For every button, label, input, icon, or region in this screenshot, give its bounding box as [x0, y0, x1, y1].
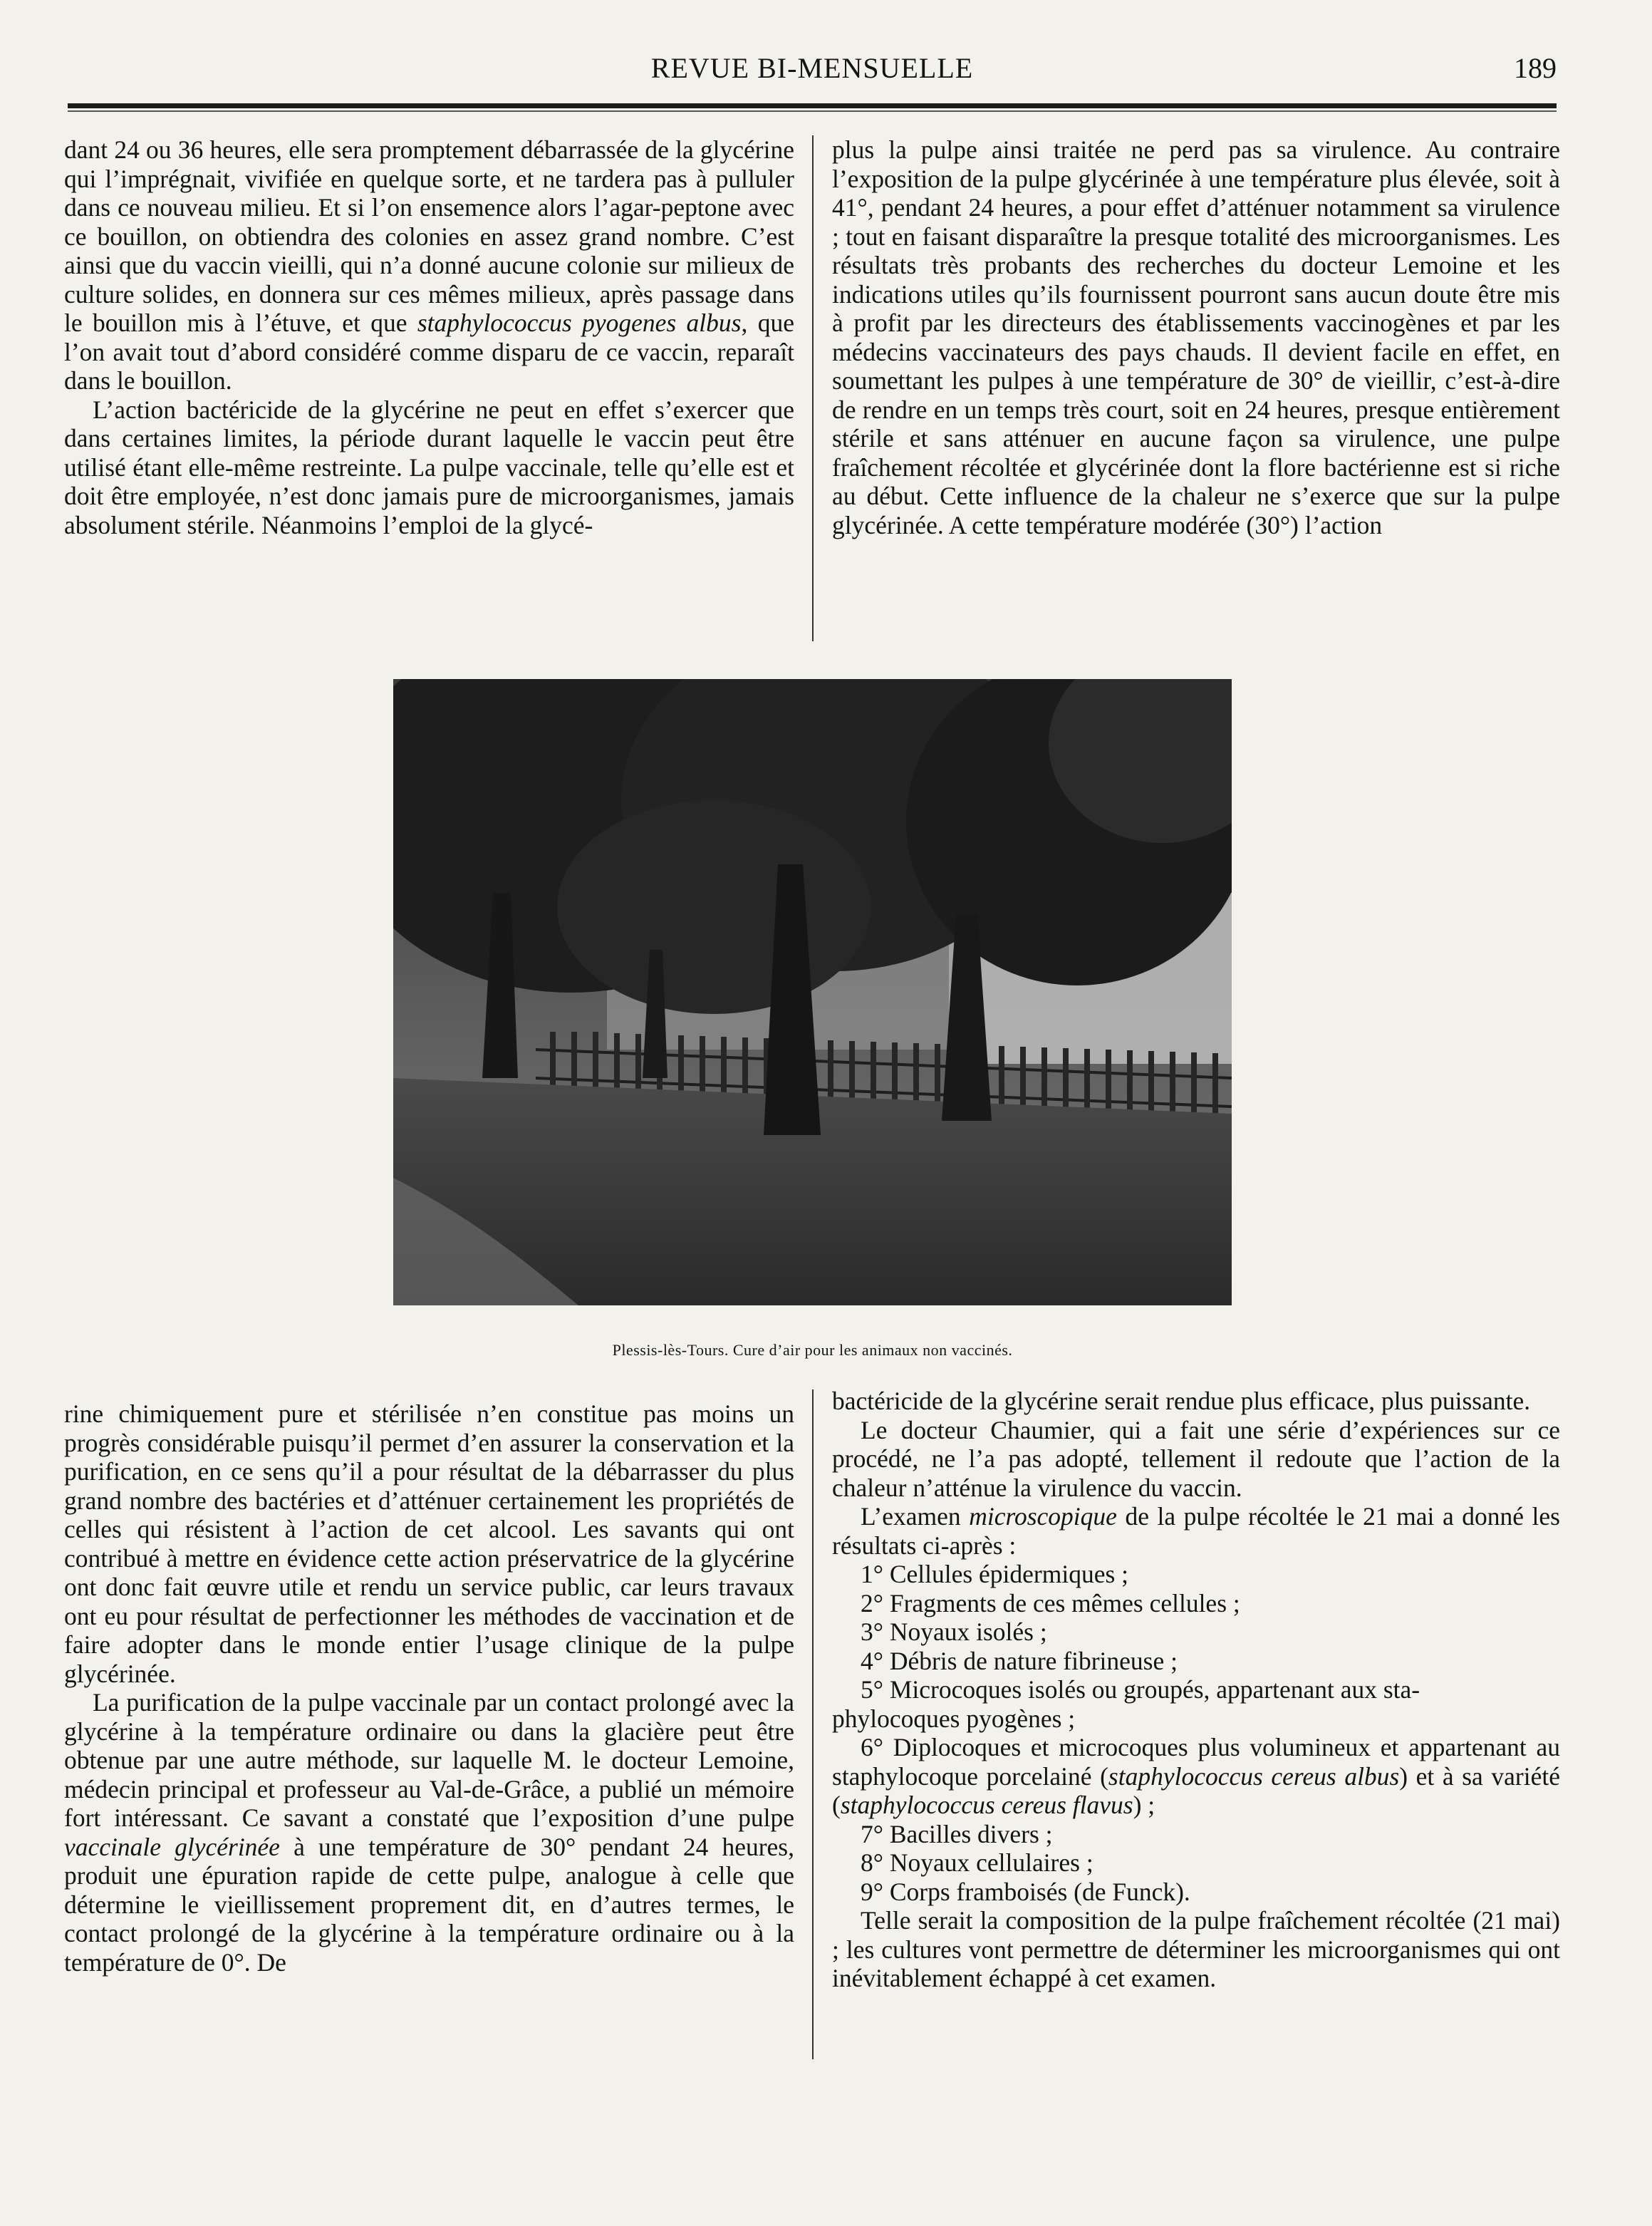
paragraph: Le docteur Chaumier, qui a fait une série d’expériences sur ce procédé, ne l’a pas adopté, tellement il redoute que l’action de la chaleur n’atténue la virulence du vaccin.	[832, 1415, 1560, 1502]
paragraph: plus la pulpe ainsi traitée ne perd pas sa virulence. Au contraire l’exposition de la pulpe glycérinée à une température plus élevée, soit à 41°, pendant 24 heures, a pour effet d’atténuer notamment sa virulence ; tout en faisant disparaître la presque totalité des microorganismes. Les résultats très probants des recherches du docteur Lemoine et les indications utiles qu’ils fournissent pourront sans aucun doute être mis à profit par les directeurs des établissements vaccinogènes et par les médecins vaccinateurs des pays chauds. Il devient facile en effet, en soumettant les pulpes à une température de 30° de vieillir, c’est-à-dire de rendre en un temps très court, soit en 24 heures, presque entièrement stérile et sans atténuer en aucune façon sa virulence, une pulpe fraîchement récoltée et glycérinée dont la flore bactérienne est si riche au début. Cette influence de la chaleur ne s’exerce que sur la pulpe glycérinée. A cette température modérée (30°) l’action	[832, 135, 1560, 539]
column-divider	[812, 135, 814, 641]
text-run: L’examen	[861, 1502, 970, 1531]
list-item: 9° Corps framboisés (de Funck).	[861, 1877, 1190, 1906]
photograph-plessis-les-tours	[393, 679, 1232, 1305]
text-run: 6° Diplocoques et microcoques plus volumineux et appartenant au staphylocoque porcelainé (	[832, 1733, 1560, 1791]
emphasis: vaccinale glycérinée	[64, 1832, 280, 1861]
running-header	[68, 51, 1557, 94]
emphasis: microscopique	[969, 1502, 1117, 1531]
top-right-column	[832, 135, 1560, 539]
list-item: 7° Bacilles divers ;	[861, 1819, 1053, 1848]
list-item: 4° Débris de nature fibrineuse ;	[861, 1646, 1178, 1675]
list-item: 2° Fragments de ces mêmes cellules ;	[861, 1588, 1240, 1617]
paragraph: bactéricide de la glycérine serait rendue plus efficace, plus puissante.	[832, 1387, 1531, 1415]
paragraph	[64, 135, 794, 395]
text-run: ) et à sa variété (	[832, 1761, 1560, 1819]
text-run: La purification de la pulpe vaccinale par un contact prolongé avec la glycérine à la température ordinaire ou dans la glacière peut être obtenue par une autre méthode, sur laquelle M. le docteur Lemoine, médecin principal et professeur au Val-de-Grâce, a publié un mémoire fort intéressant. Ce savant a constaté que l’exposition d’une pulpe	[64, 1688, 794, 1832]
list-item: 3° Noyaux isolés ;	[861, 1617, 1047, 1646]
list-item: 8° Noyaux cellulaires ;	[861, 1848, 1093, 1877]
journal-title: REVUE BI-MENSUELLE	[650, 52, 974, 84]
species-name: staphylococcus cereus flavus	[840, 1791, 1133, 1819]
page-number: 189	[1514, 52, 1557, 84]
list-item-continuation: phylocoques pyogènes ;	[832, 1704, 1076, 1733]
species-name: staphylococcus cereus albus	[1108, 1761, 1400, 1791]
photo-caption: Plessis-lès-Tours. Cure d’air pour les animaux non vaccinés.	[612, 1341, 1013, 1359]
paragraph: rine chimiquement pure et stérilisée n’en constitue pas moins un progrès considérable puisqu’il permet d’en assurer la conservation et la purification, en ce sens qu’il a pour résultat de la débarrasser du plus grand nombre des bactéries et d’atténuer certainement les propriétés de celles qui résistent à l’action de cet alcool. Les savants qui ont contribué à mettre en évidence cette action préservatrice de la glycérine ont donc fait œuvre utile et rendu un service public, car leurs travaux ont eu pour résultat de perfectionner les méthodes de vaccination et de faire adopter dans le monde entier l’usage clinique de la pulpe glycérinée.	[64, 1399, 794, 1688]
top-left-column	[64, 135, 794, 539]
paragraph: Telle serait la composition de la pulpe fraîchement récoltée (21 mai) ; les cultures vont permettre de déterminer les microorganismes qui ont inévitablement échappé à cet examen.	[832, 1906, 1560, 1992]
text-run: à une température de 30° pendant 24 heures, produit une épuration rapide de cette pulpe, analogue à celle que détermine le vieillissement proprement dit, en d’autres termes, le contact prolongé de la glycérine à la température ordinaire ou à la température de 0°. De	[64, 1832, 794, 1977]
column-divider	[812, 1389, 814, 2059]
text-run: ) ;	[1133, 1791, 1155, 1819]
bottom-right-column	[832, 1387, 1560, 1993]
header-rule	[68, 103, 1557, 108]
text-run: dant 24 ou 36 heures, elle sera promptement débarrassée de la glycérine qui l’imprégnait, vivifiée en quelque sorte, et ne tardera pas à pulluler dans ce nouveau milieu. Et si l’on ensemence alors l’agar-peptone avec ce bouillon, on obtiendra des colonies en assez grand nombre. C’est ainsi que du vaccin vieilli, qui n’a donné aucune colonie sur milieux de culture solides, en donnera sur ces mêmes milieux, après passage dans le bouillon mis à l’étuve, et que	[64, 135, 794, 337]
list-item	[832, 1733, 1560, 1820]
bottom-left-column	[64, 1399, 794, 1977]
paragraph: L’action bactéricide de la glycérine ne peut en effet s’exercer que dans certaines limites, la période durant laquelle le vaccin peut être utilisé étant elle-même restreinte. La pulpe vaccinale, telle qu’elle est et doit être employée, n’est donc jamais pure de microorganismes, jamais absolument stérile. Néanmoins l’emploi de la glycé-	[64, 395, 794, 539]
photo-image	[393, 679, 1232, 1305]
paragraph	[64, 1688, 794, 1977]
list-item: 1° Cellules épidermiques ;	[861, 1560, 1129, 1588]
paragraph	[832, 1502, 1560, 1560]
species-name: staphylococcus pyogenes albus	[417, 309, 742, 337]
text-run: de la pulpe récoltée le 21 mai a donné les résultats ci-après :	[832, 1502, 1560, 1560]
header-rule-thin	[68, 110, 1557, 112]
list-item: 5° Microcoques isolés ou groupés, appartenant aux sta-	[861, 1675, 1420, 1704]
text-run: , que l’on avait tout d’abord considéré comme disparu de ce vaccin, reparaît dans le bouillon.	[64, 309, 794, 395]
